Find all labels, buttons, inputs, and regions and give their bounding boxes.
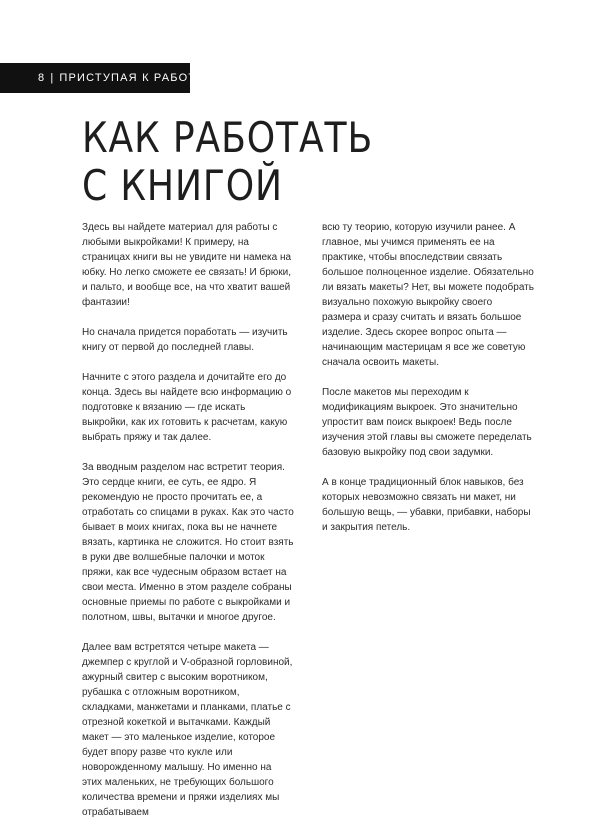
running-header xyxy=(0,63,205,93)
running-header-text xyxy=(38,72,205,84)
text-column-left xyxy=(82,220,294,835)
page-number: 8 xyxy=(38,72,46,84)
paragraph: После макетов мы переходим к модификациям выкроек. Это значительно упростит вам поиск выкроек! Ведь после изучения этой главы вы сможете переделать базовую выкройку под свои задумки. xyxy=(322,387,532,458)
paragraph: Но сначала придется поработать — изучить книгу от первой до последней главы. xyxy=(82,327,288,353)
page-title-line-2: С КНИГОЙ xyxy=(82,161,283,210)
page-title xyxy=(82,114,373,210)
paragraph: За вводным разделом нас встретит теория. Это сердце книги, ее суть, ее ядро. Я рекомендую не просто прочитать ее, а отработать со спицами в руках. Как это часто бывает в моих книгах, пока вы не начнете вязать, картинка не сложится. Но стоит взять в руки две волшебные палочки и моток пряжи, как все чудесным образом встает на свои места. Именно в этом разделе собраны основные приемы по работе с выкройками и полотном, швы, вытачки и многое другое. xyxy=(82,462,294,623)
paragraph: А в конце традиционный блок навыков, без которых невозможно связать ни макет, ни большую вещь, — убавки, прибавки, наборы и закрытия петель. xyxy=(322,477,531,533)
section-title: ПРИСТУПАЯ К РАБОТЕ xyxy=(59,72,205,84)
header-separator: | xyxy=(50,72,55,84)
page-title-line-1: КАК РАБОТАТЬ xyxy=(82,113,374,162)
paragraph: Здесь вы найдете материал для работы с любыми выкройками! К примеру, на страницах книги вы не увидите ни намека на юбку. Но легко сможете ее связать! И брюки, и пальто, и вообще все, на что хватит вашей фантазии! xyxy=(82,222,292,308)
text-column-right xyxy=(322,220,534,550)
paragraph: всю ту теорию, которую изучили ранее. А главное, мы учимся применять ее на практике, чтобы впоследствии связать большое полноценное изделие. Обязательно ли вязать макеты? Нет, вы можете подобрать визуально похожую выкройку своего размера и сразу считать и вязать большое изделие. Здесь скорее вопрос опыта — начинающим мастерицам я все же советую сначала освоить макеты. xyxy=(322,222,534,368)
paragraph: Начните с этого раздела и дочитайте его до конца. Здесь вы найдете всю информацию о подготовке к вязанию — где искать выкройки, как их готовить к расчетам, какую выбрать пряжу и так далее. xyxy=(82,372,292,443)
paragraph: Далее вам встретятся четыре макета — джемпер с круглой и V-образной горловиной, ажурный свитер с высоким воротником, рубашка с отложным воротником, складками, манжетами и планками, платье с отрезной кокеткой и вытачками. Каждый макет — это маленькое изделие, которое будет впору разве что кукле или новорожденному малышу. Но именно на этих маленьких, не требующих большого количества времени и пряжи изделиях мы отрабатываем xyxy=(82,642,293,818)
